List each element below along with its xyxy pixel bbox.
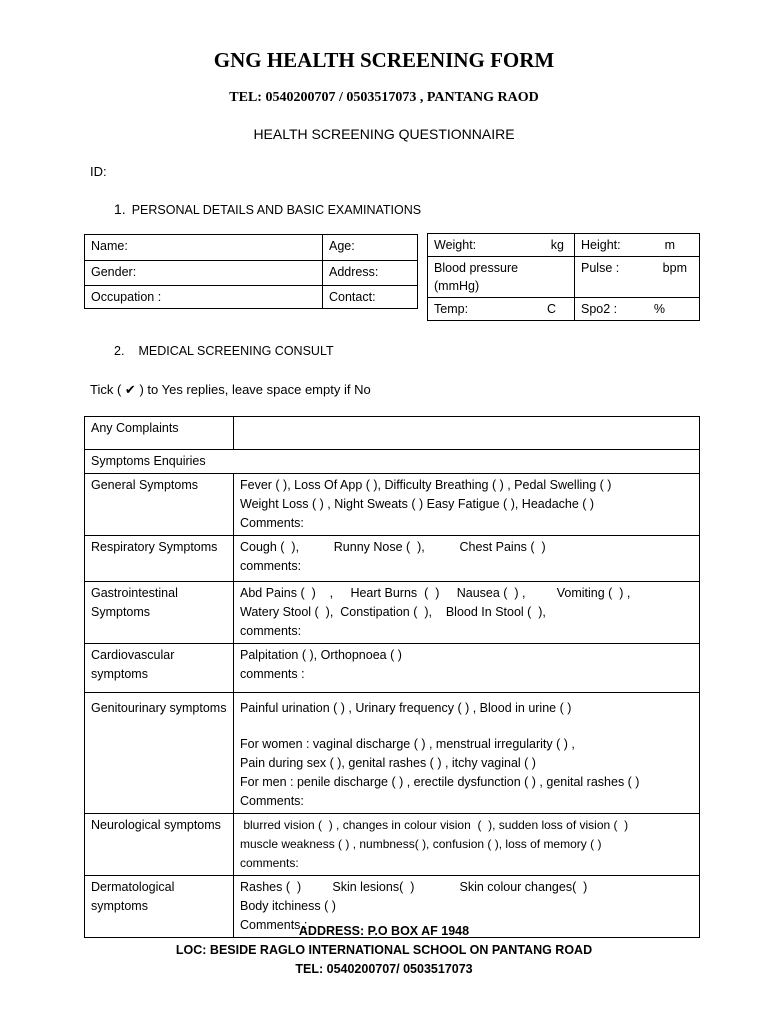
complaints-label: Any Complaints bbox=[85, 417, 234, 450]
pulse-label: Pulse : bbox=[581, 261, 620, 275]
pulse-unit: bpm bbox=[662, 261, 687, 275]
blood-pressure-label: Blood pressure bbox=[434, 261, 519, 275]
cardio-line: Palpitation ( ), Orthopnoea ( ) bbox=[240, 648, 402, 662]
tick-instruction bbox=[90, 382, 371, 398]
section-1-number: 1. bbox=[114, 201, 126, 217]
personal-details-table bbox=[84, 234, 418, 309]
weight-field[interactable] bbox=[428, 234, 575, 257]
contact-field[interactable]: Contact: bbox=[323, 286, 418, 309]
temperature-unit: C bbox=[546, 302, 556, 316]
spo2-field[interactable] bbox=[575, 298, 700, 321]
gastro-comments: comments: bbox=[240, 624, 302, 638]
respiratory-line: Cough ( ), Runny Nose ( ), Chest Pains ( ) bbox=[240, 540, 546, 554]
telephone-line: TEL: 0540200707 / 0503517073 , PANTANG RAOD bbox=[229, 90, 539, 105]
symptoms-enquiries-label: Symptoms Enquiries bbox=[85, 450, 700, 474]
cardiovascular-symptoms-field[interactable] bbox=[234, 644, 700, 693]
genito-spacer bbox=[240, 718, 693, 735]
derm-comments: Comments : bbox=[240, 918, 308, 932]
section-1-title: PERSONAL DETAILS AND BASIC EXAMINATIONS bbox=[131, 203, 422, 217]
address-field[interactable]: Address: bbox=[323, 261, 418, 286]
genitourinary-symptoms-field[interactable] bbox=[234, 693, 700, 814]
temperature-field[interactable] bbox=[428, 298, 575, 321]
tick-instruction-end: ) to Yes replies, leave space empty if No bbox=[139, 382, 371, 397]
genito-line: Painful urination ( ) , Urinary frequency ( ) , Blood in urine ( ) bbox=[240, 701, 572, 715]
section-2-number: 2. bbox=[114, 344, 125, 358]
occupation-field[interactable]: Occupation : bbox=[85, 286, 323, 309]
footer-telephone: TEL: 0540200707/ 0503517073 bbox=[295, 962, 473, 976]
cardiovascular-symptoms-label: Cardiovascular symptoms bbox=[85, 644, 234, 693]
neurological-symptoms-field[interactable] bbox=[234, 814, 700, 876]
blood-pressure-unit: (mmHg) bbox=[434, 279, 480, 293]
neuro-comments: comments: bbox=[240, 856, 299, 870]
weight-label: Weight: bbox=[434, 238, 477, 252]
footer-address: ADDRESS: P.O BOX AF 1948 bbox=[298, 924, 470, 938]
neuro-line: muscle weakness ( ) , numbness( ), confusion ( ), loss of memory ( ) bbox=[240, 837, 602, 851]
temperature-label: Temp: bbox=[434, 302, 469, 316]
height-field[interactable] bbox=[575, 234, 700, 257]
medical-screening-table bbox=[84, 416, 700, 938]
questionnaire-subtitle: HEALTH SCREENING QUESTIONNAIRE bbox=[253, 126, 515, 142]
age-field[interactable]: Age: bbox=[323, 235, 418, 261]
general-symptoms-field[interactable] bbox=[234, 474, 700, 536]
respiratory-symptoms-field[interactable] bbox=[234, 536, 700, 582]
neuro-line: blurred vision ( ) , changes in colour vision ( ), sudden loss of vision ( ) bbox=[240, 818, 629, 832]
gastrointestinal-symptoms-field[interactable] bbox=[234, 582, 700, 644]
section-2-title: MEDICAL SCREENING CONSULT bbox=[138, 344, 334, 358]
height-unit: m bbox=[664, 238, 675, 252]
gender-field[interactable]: Gender: bbox=[85, 261, 323, 286]
general-symptoms-label: General Symptoms bbox=[85, 474, 234, 536]
height-label: Height: bbox=[581, 238, 621, 252]
weight-unit: kg bbox=[550, 238, 564, 252]
gastro-line: Watery Stool ( ), Constipation ( ), Blood In Stool ( ), bbox=[240, 605, 546, 619]
genitourinary-symptoms-label: Genitourinary symptoms bbox=[85, 693, 234, 814]
tick-instruction-start: Tick ( bbox=[90, 382, 122, 397]
genito-line: Pain during sex ( ), genital rashes ( ) , itchy vaginal ( ) bbox=[240, 756, 536, 770]
section-2-heading bbox=[114, 344, 334, 358]
name-field[interactable]: Name: bbox=[85, 235, 323, 261]
vitals-table bbox=[427, 233, 700, 321]
derm-line: Rashes ( ) Skin lesions( ) Skin colour changes( ) bbox=[240, 880, 588, 894]
general-line: Weight Loss ( ) , Night Sweats ( ) Easy Fatigue ( ), Headache ( ) bbox=[240, 497, 595, 511]
spo2-label: Spo2 : bbox=[581, 302, 618, 316]
footer-location: LOC: BESIDE RAGLO INTERNATIONAL SCHOOL ON PANTANG ROAD bbox=[175, 943, 593, 957]
genito-line: For women : vaginal discharge ( ) , menstrual irregularity ( ) , bbox=[240, 737, 575, 751]
respiratory-symptoms-label: Respiratory Symptoms bbox=[85, 536, 234, 582]
id-label: ID: bbox=[90, 164, 107, 179]
neurological-symptoms-label: Neurological symptoms bbox=[85, 814, 234, 876]
dermatological-symptoms-label: Dermatological symptoms bbox=[85, 876, 234, 938]
form-title: GNG HEALTH SCREENING FORM bbox=[213, 48, 555, 72]
general-line: Fever ( ), Loss Of App ( ), Difficulty Breathing ( ) , Pedal Swelling ( ) bbox=[240, 478, 612, 492]
cardio-comments: comments : bbox=[240, 667, 305, 681]
genito-line: For men : penile discharge ( ) , erectile dysfunction ( ) , genital rashes ( ) bbox=[240, 775, 640, 789]
blood-pressure-field[interactable] bbox=[428, 257, 575, 298]
pulse-field[interactable] bbox=[575, 257, 700, 298]
section-1-heading bbox=[114, 201, 421, 217]
respiratory-comments: comments: bbox=[240, 559, 302, 573]
gastrointestinal-symptoms-label: Gastrointestinal Symptoms bbox=[85, 582, 234, 644]
genito-comments: Comments: bbox=[240, 794, 304, 808]
gastro-line: Abd Pains ( ) , Heart Burns ( ) Nausea ( ) , Vomiting ( ) , bbox=[240, 586, 631, 600]
check-mark-icon: ✔ bbox=[124, 382, 136, 397]
general-comments: Comments: bbox=[240, 516, 304, 530]
derm-line: Body itchiness ( ) bbox=[240, 899, 336, 913]
complaints-field[interactable] bbox=[234, 417, 700, 450]
spo2-unit: % bbox=[653, 302, 665, 316]
